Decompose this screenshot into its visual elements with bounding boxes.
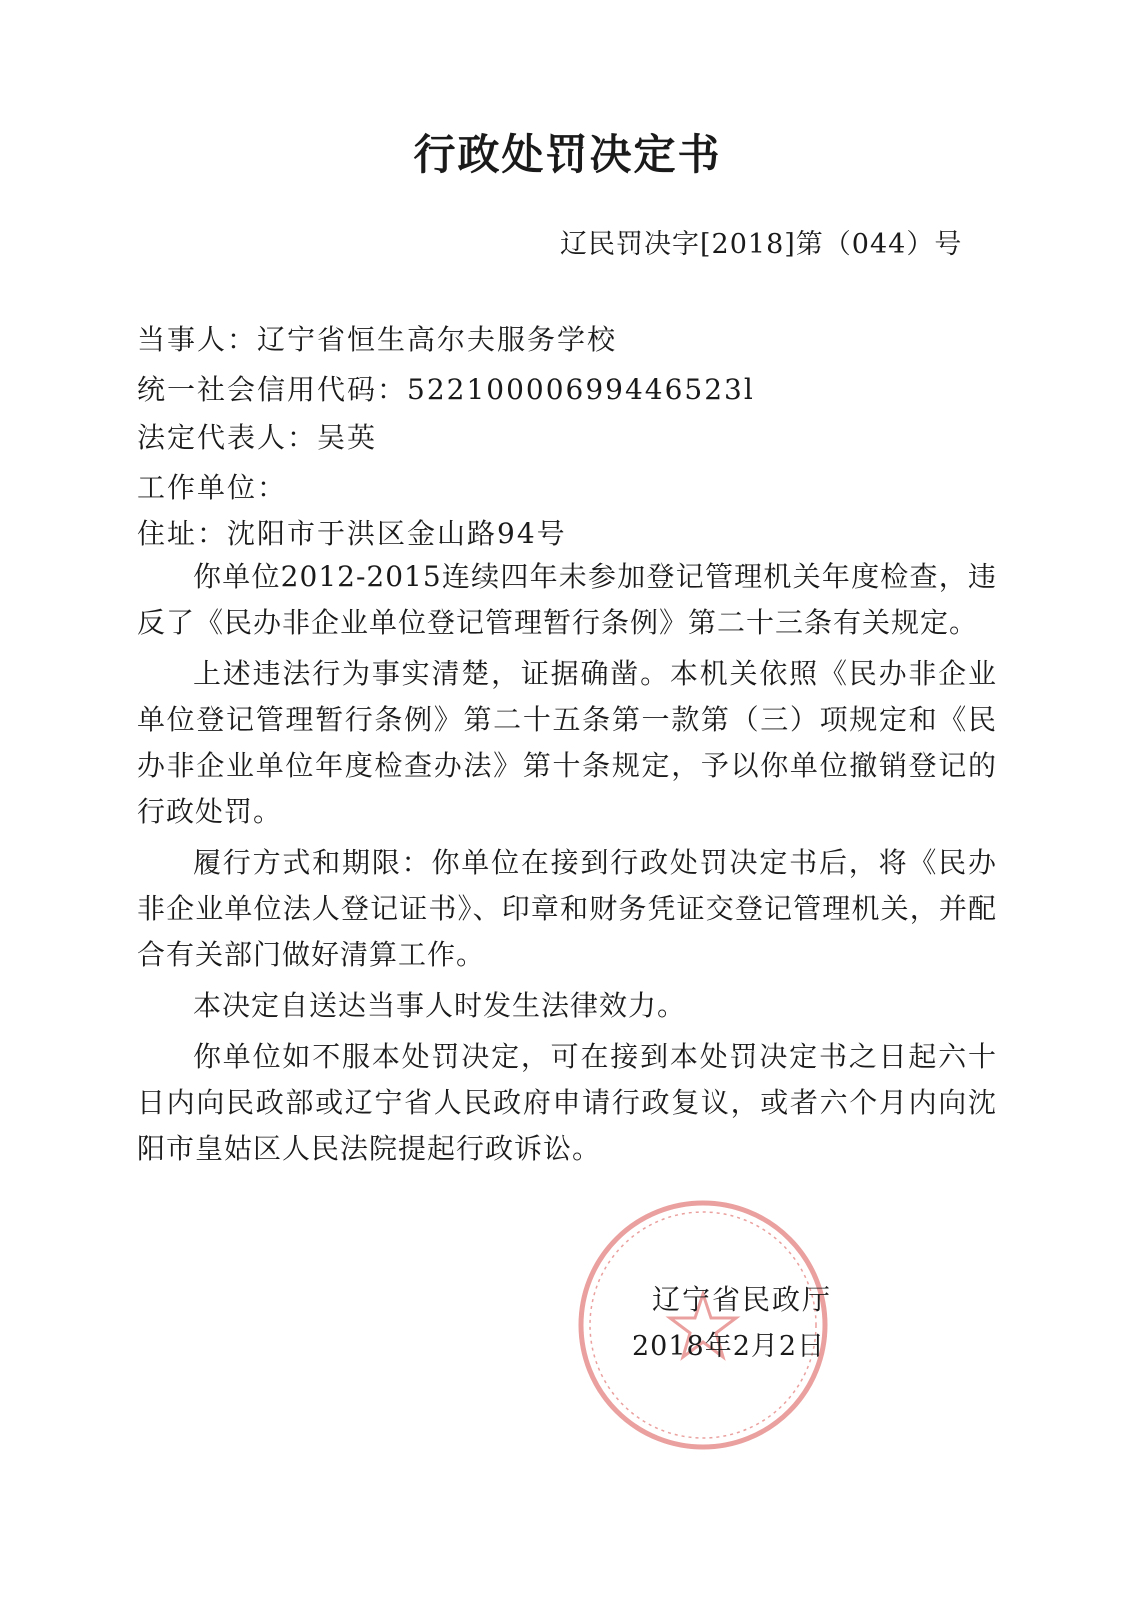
- address-line: [137, 512, 567, 552]
- legal-rep-label: 法定代表人：: [137, 421, 318, 454]
- legal-rep-value: 吴英: [317, 421, 378, 454]
- issue-date: 2018年2月2日: [632, 1331, 826, 1362]
- decision-body: [137, 554, 997, 1177]
- party-name-line: [137, 318, 617, 358]
- issuing-authority: 辽宁省民政厅: [652, 1283, 833, 1316]
- document-title: 行政处罚决定书: [413, 130, 722, 179]
- credit-code-label: 统一社会信用代码：: [137, 373, 408, 406]
- credit-code-line: [137, 368, 755, 408]
- legal-rep-line: [137, 416, 377, 456]
- paragraph-appeal: 你单位如不服本处罚决定，可在接到本处罚决定书之日起六十日内向民政部或辽宁省人民政府申请行政复议，或者六个月内向沈阳市皇姑区人民法院提起行政诉讼。: [137, 1040, 997, 1165]
- address-label: 住址：: [137, 517, 228, 550]
- paragraph-violation: 你单位2012-2015连续四年未参加登记管理机关年度检查，违反了《民办非企业单位登记管理暂行条例》第二十三条有关规定。: [137, 560, 997, 639]
- work-unit-line: [137, 466, 287, 506]
- party-name-value: 辽宁省恒生高尔夫服务学校: [257, 323, 618, 356]
- paragraph-basis: 上述违法行为事实清楚，证据确凿。本机关依照《民办非企业单位登记管理暂行条例》第二十五条第一款第（三）项规定和《民办非企业单位年度检查办法》第十条规定，予以你单位撤销登记的行政处罚。: [137, 657, 997, 828]
- work-unit-label: 工作单位：: [137, 471, 288, 504]
- paragraph-effect: 本决定自送达当事人时发生法律效力。: [193, 989, 687, 1022]
- party-name-label: 当事人：: [137, 323, 258, 356]
- address-value: 沈阳市于洪区金山路94号: [227, 517, 567, 550]
- document-number: 辽民罚决字[2018]第（044）号: [560, 229, 963, 260]
- paragraph-performance: 履行方式和期限：你单位在接到行政处罚决定书后，将《民办非企业单位法人登记证书》、印章和财务凭证交登记管理机关，并配合有关部门做好清算工作。: [137, 846, 997, 971]
- credit-code-value: 52210000699446523l: [407, 373, 755, 406]
